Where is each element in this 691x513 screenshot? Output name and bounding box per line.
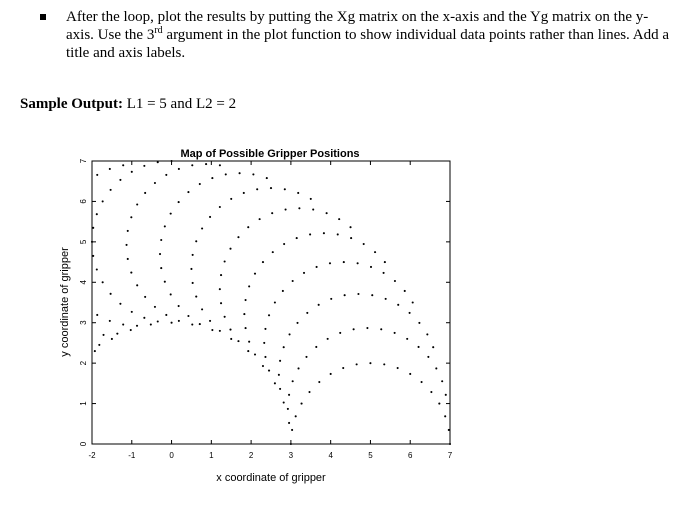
data-point [370,266,372,268]
data-point [195,240,197,242]
data-point [303,272,305,274]
data-point [289,333,291,335]
chart-title: Map of Possible Gripper Positions [180,148,360,160]
data-point [154,182,156,184]
data-point [306,312,308,314]
data-point [211,329,213,331]
data-point [230,338,232,340]
data-point [330,373,332,375]
data-point [297,192,299,194]
instruction-part1: After the loop, plot the results by putting the Xg matrix on the x-axis and the Yg matrix on the y-axis. Use the 3 [66,9,649,43]
data-point [327,338,329,340]
data-point [170,213,172,215]
data-point [247,350,249,352]
data-point [371,294,373,296]
data-point [421,381,423,383]
data-point [438,403,440,405]
data-point [111,338,113,340]
data-point [248,341,250,343]
data-point [349,226,351,228]
data-point [102,281,104,283]
data-point [225,173,227,175]
data-point [380,328,382,330]
data-point [272,251,274,253]
data-point [136,203,138,205]
data-point [271,212,273,214]
data-point [130,329,132,331]
instruction-text [66,8,670,62]
data-point [339,332,341,334]
data-point [144,192,146,194]
bullet-square-icon [40,14,46,20]
data-point [357,293,359,295]
y-tick-label: 4 [79,280,88,285]
x-tick-label: 4 [328,451,333,460]
data-point [237,340,239,342]
data-point [409,312,411,314]
data-point [441,380,443,382]
data-point [369,362,371,364]
data-point [274,382,276,384]
data-point [243,192,245,194]
data-point [343,261,345,263]
data-point [385,298,387,300]
data-point [109,168,111,170]
data-point [125,244,127,246]
data-point [283,401,285,403]
data-point [312,208,314,210]
data-point [154,306,156,308]
data-point [282,290,284,292]
chart-data-points [91,160,451,445]
data-point [263,342,265,344]
data-point [397,367,399,369]
data-point [427,356,429,358]
data-point [243,313,245,315]
data-point [187,315,189,317]
data-point [144,296,146,298]
data-point [160,267,162,269]
data-point [406,338,408,340]
data-point [239,172,241,174]
sample-output-heading [20,96,236,113]
y-tick-label: 6 [79,199,88,204]
data-point [205,163,207,165]
y-axis-ticks [79,158,450,446]
data-point [409,373,411,375]
data-point [298,207,300,209]
sample-output-label: Sample Output: [20,96,123,112]
data-point [283,243,285,245]
data-point [444,415,446,417]
instruction-part2: argument in the plot function to show individual data points rather than lines. Add a title and axis labels. [66,27,669,61]
data-point [96,314,98,316]
data-point [245,299,247,301]
data-point [110,293,112,295]
data-point [143,317,145,319]
data-point [316,266,318,268]
data-point [430,391,432,393]
sample-output-params: L1 = 5 and L2 = 2 [126,96,237,112]
data-point [192,254,194,256]
data-point [363,243,365,245]
data-point [445,394,447,396]
data-point [165,314,167,316]
data-point [268,370,270,372]
data-point [209,320,211,322]
data-point [262,261,264,263]
data-point [164,225,166,227]
x-tick-label: 6 [407,451,413,460]
data-point [96,213,98,215]
data-point [136,325,138,327]
data-point [143,165,145,167]
data-point [315,346,317,348]
data-point [323,232,325,234]
data-point [229,248,231,250]
data-point [287,408,289,410]
data-point [201,308,203,310]
data-point [330,298,332,300]
data-point [426,333,428,335]
data-point [237,236,239,238]
data-point [245,327,247,329]
data-point [418,346,420,348]
data-point [384,261,386,263]
data-point [350,237,352,239]
data-point [292,280,294,282]
data-point [248,285,250,287]
x-tick-label: 7 [447,451,453,460]
data-point [102,200,104,202]
data-point [270,187,272,189]
data-point [122,324,124,326]
data-point [178,201,180,203]
x-axis-label: x coordinate of gripper [216,472,326,484]
data-point [394,280,396,282]
data-point [127,230,129,232]
data-point [171,322,173,324]
data-point [191,164,193,166]
data-point [178,305,180,307]
x-axis-ticks [88,161,452,460]
data-point [178,168,180,170]
y-tick-label: 7 [79,158,88,164]
data-point [397,304,399,306]
data-point [191,324,193,326]
data-point [136,284,138,286]
y-tick-label: 3 [79,320,88,325]
data-point [247,226,249,228]
data-point [219,330,221,332]
data-point [199,183,201,185]
gripper-positions-chart [56,140,466,490]
data-point [284,188,286,190]
data-point [297,367,299,369]
data-point [383,363,385,365]
x-tick-label: -2 [88,451,96,460]
data-point [256,188,258,190]
data-point [278,374,280,376]
data-point [318,381,320,383]
data-point [219,288,221,290]
x-tick-label: 2 [248,451,254,460]
data-point [150,324,152,326]
data-point [318,304,320,306]
data-point [127,258,129,260]
data-point [310,198,312,200]
data-point [190,268,192,270]
data-point [266,177,268,179]
data-point [131,311,133,313]
data-point [326,212,328,214]
data-point [96,174,98,176]
data-point [283,346,285,348]
x-tick-label: 0 [169,451,174,460]
data-point [187,191,189,193]
data-point [165,174,167,176]
data-point [394,332,396,334]
data-point [224,316,226,318]
data-point [110,189,112,191]
x-tick-label: 3 [288,451,294,460]
data-point [288,394,290,396]
data-point [201,227,203,229]
data-point [279,388,281,390]
data-point [291,429,293,431]
data-point [252,173,254,175]
data-point [254,273,256,275]
data-point [338,218,340,220]
data-point [254,353,256,355]
data-point [157,320,159,322]
data-point [404,290,406,292]
x-tick-label: -1 [128,451,136,460]
data-point [102,334,104,336]
data-point [366,327,368,329]
data-point [337,233,339,235]
data-point [195,296,197,298]
data-point [342,367,344,369]
data-point [412,301,414,303]
y-tick-label: 5 [79,239,88,245]
data-point [130,216,132,218]
data-point [418,322,420,324]
data-point [219,164,221,166]
data-point [374,251,376,253]
data-point [292,380,294,382]
y-tick-label: 0 [79,441,88,447]
data-point [288,422,290,424]
data-point [220,302,222,304]
instruction-superscript: rd [154,25,163,36]
data-point [296,237,298,239]
data-point [309,233,311,235]
data-point [353,328,355,330]
data-point [383,272,385,274]
y-tick-label: 1 [79,401,88,406]
data-point [96,268,98,270]
data-point [344,294,346,296]
data-point [130,272,132,274]
data-point [116,333,118,335]
data-point [192,282,194,284]
data-point [229,329,231,331]
data-point [285,208,287,210]
data-point [262,365,264,367]
data-point [435,367,437,369]
data-point [131,171,133,173]
data-point [329,262,331,264]
data-point [296,322,298,324]
data-point [264,356,266,358]
data-point [224,260,226,262]
data-point [178,320,180,322]
data-point [119,179,121,181]
data-point [170,293,172,295]
data-point [159,253,161,255]
data-point [357,262,359,264]
data-point [160,239,162,241]
data-point [268,314,270,316]
data-point [211,177,213,179]
data-point [219,206,221,208]
data-point [109,320,111,322]
data-point [122,164,124,166]
data-point [305,356,307,358]
x-tick-label: 5 [368,451,373,460]
chart-plot-frame [92,161,450,444]
data-point [220,274,222,276]
data-point [119,303,121,305]
data-point [279,360,281,362]
x-tick-label: 1 [209,451,214,460]
data-point [308,391,310,393]
data-point [432,346,434,348]
instruction-bullet [40,8,670,62]
data-point [98,344,100,346]
data-point [264,328,266,330]
data-point [356,363,358,365]
data-point [301,403,303,405]
data-point [199,323,201,325]
y-tick-label: 2 [79,360,88,366]
data-point [259,218,261,220]
data-point [230,198,232,200]
data-point [209,216,211,218]
data-point [164,281,166,283]
data-point [94,350,96,352]
data-point [295,415,297,417]
y-axis-label: y coordinate of gripper [59,247,71,357]
data-point [274,301,276,303]
